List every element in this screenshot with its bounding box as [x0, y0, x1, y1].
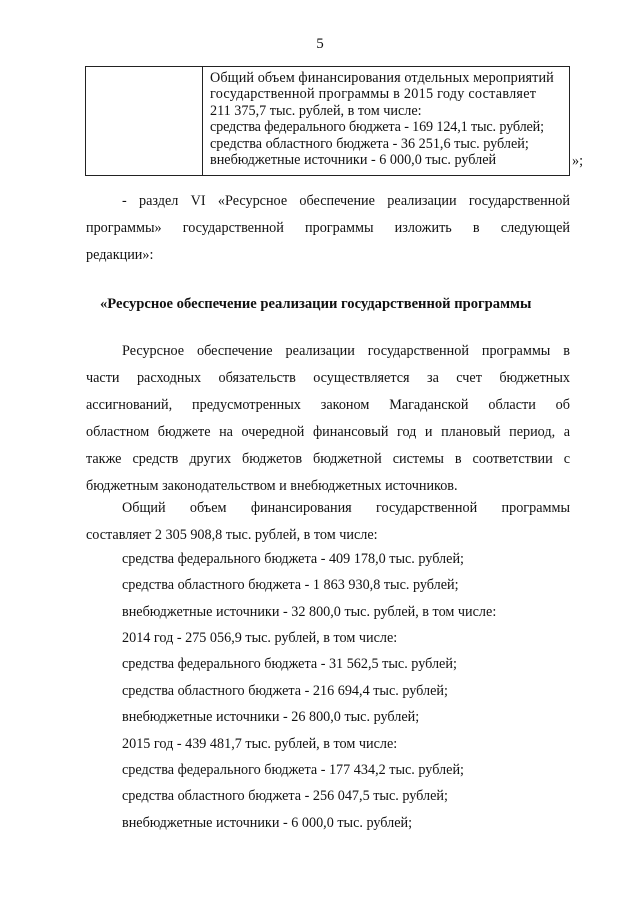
instruction-paragraph — [86, 188, 570, 269]
section-heading: «Ресурсное обеспечение реализации государственной программы — [100, 296, 532, 312]
continuation-table — [85, 66, 570, 176]
body-line: областном бюджете на очередной финансовый год и плановый период, а — [86, 424, 570, 440]
funding-item: средства федерального бюджета - 409 178,0 тыс. рублей; — [122, 551, 464, 567]
body-line: ассигнований, предусмотренных законом Магаданской области об — [86, 397, 570, 413]
funding-item: средства областного бюджета - 216 694,4 тыс. рублей; — [122, 683, 448, 699]
funding-item: 2015 год - 439 481,7 тыс. рублей, в том числе: — [122, 736, 398, 752]
table-cell-text — [210, 70, 566, 168]
body-paragraph — [86, 338, 570, 500]
table-line: средства областного бюджета - 36 251,6 тыс. рублей; — [210, 135, 529, 152]
body-line: бюджетным законодательством и внебюджетных источников. — [86, 478, 458, 494]
body-line: также средств других бюджетов бюджетной системы в соответствии с — [86, 451, 570, 467]
table-line: 211 375,7 тыс. рублей, в том числе: — [210, 102, 422, 119]
funding-item: 2014 год - 275 056,9 тыс. рублей, в том числе: — [122, 630, 398, 646]
instruction-line: - раздел VI «Ресурсное обеспечение реализации государственной — [122, 193, 570, 209]
body-line: части расходных обязательств осуществляется за счет бюджетных — [86, 370, 570, 386]
table-line: Общий объем финансирования отдельных мероприятий — [210, 70, 554, 86]
table-closing-quote: »; — [572, 153, 584, 169]
total-line: Общий объем финансирования государственной программы — [122, 500, 570, 516]
funding-item: средства областного бюджета - 256 047,5 тыс. рублей; — [122, 788, 448, 804]
funding-item: средства областного бюджета - 1 863 930,8 тыс. рублей; — [122, 577, 459, 593]
table-line: внебюджетные источники - 6 000,0 тыс. рублей — [210, 152, 497, 169]
funding-item: внебюджетные источники - 6 000,0 тыс. рублей; — [122, 815, 413, 831]
funding-item: средства федерального бюджета - 177 434,2 тыс. рублей; — [122, 762, 464, 778]
total-paragraph — [86, 495, 570, 549]
body-line: Ресурсное обеспечение реализации государственной программы в — [122, 343, 570, 359]
funding-item: средства федерального бюджета - 31 562,5 тыс. рублей; — [122, 656, 457, 672]
funding-item: внебюджетные источники - 32 800,0 тыс. рублей, в том числе: — [122, 604, 497, 620]
table-column-divider — [202, 67, 203, 175]
instruction-line: программы» государственной программы изложить в следующей — [86, 220, 570, 236]
page-number: 5 — [316, 36, 324, 52]
table-line: средства федерального бюджета - 169 124,1 тыс. рублей; — [210, 119, 544, 136]
total-line: составляет 2 305 908,8 тыс. рублей, в том числе: — [86, 527, 378, 543]
table-line: государственной программы в 2015 году составляет — [210, 86, 537, 103]
instruction-line: редакции»: — [86, 247, 154, 263]
funding-item: внебюджетные источники - 26 800,0 тыс. рублей; — [122, 709, 420, 725]
